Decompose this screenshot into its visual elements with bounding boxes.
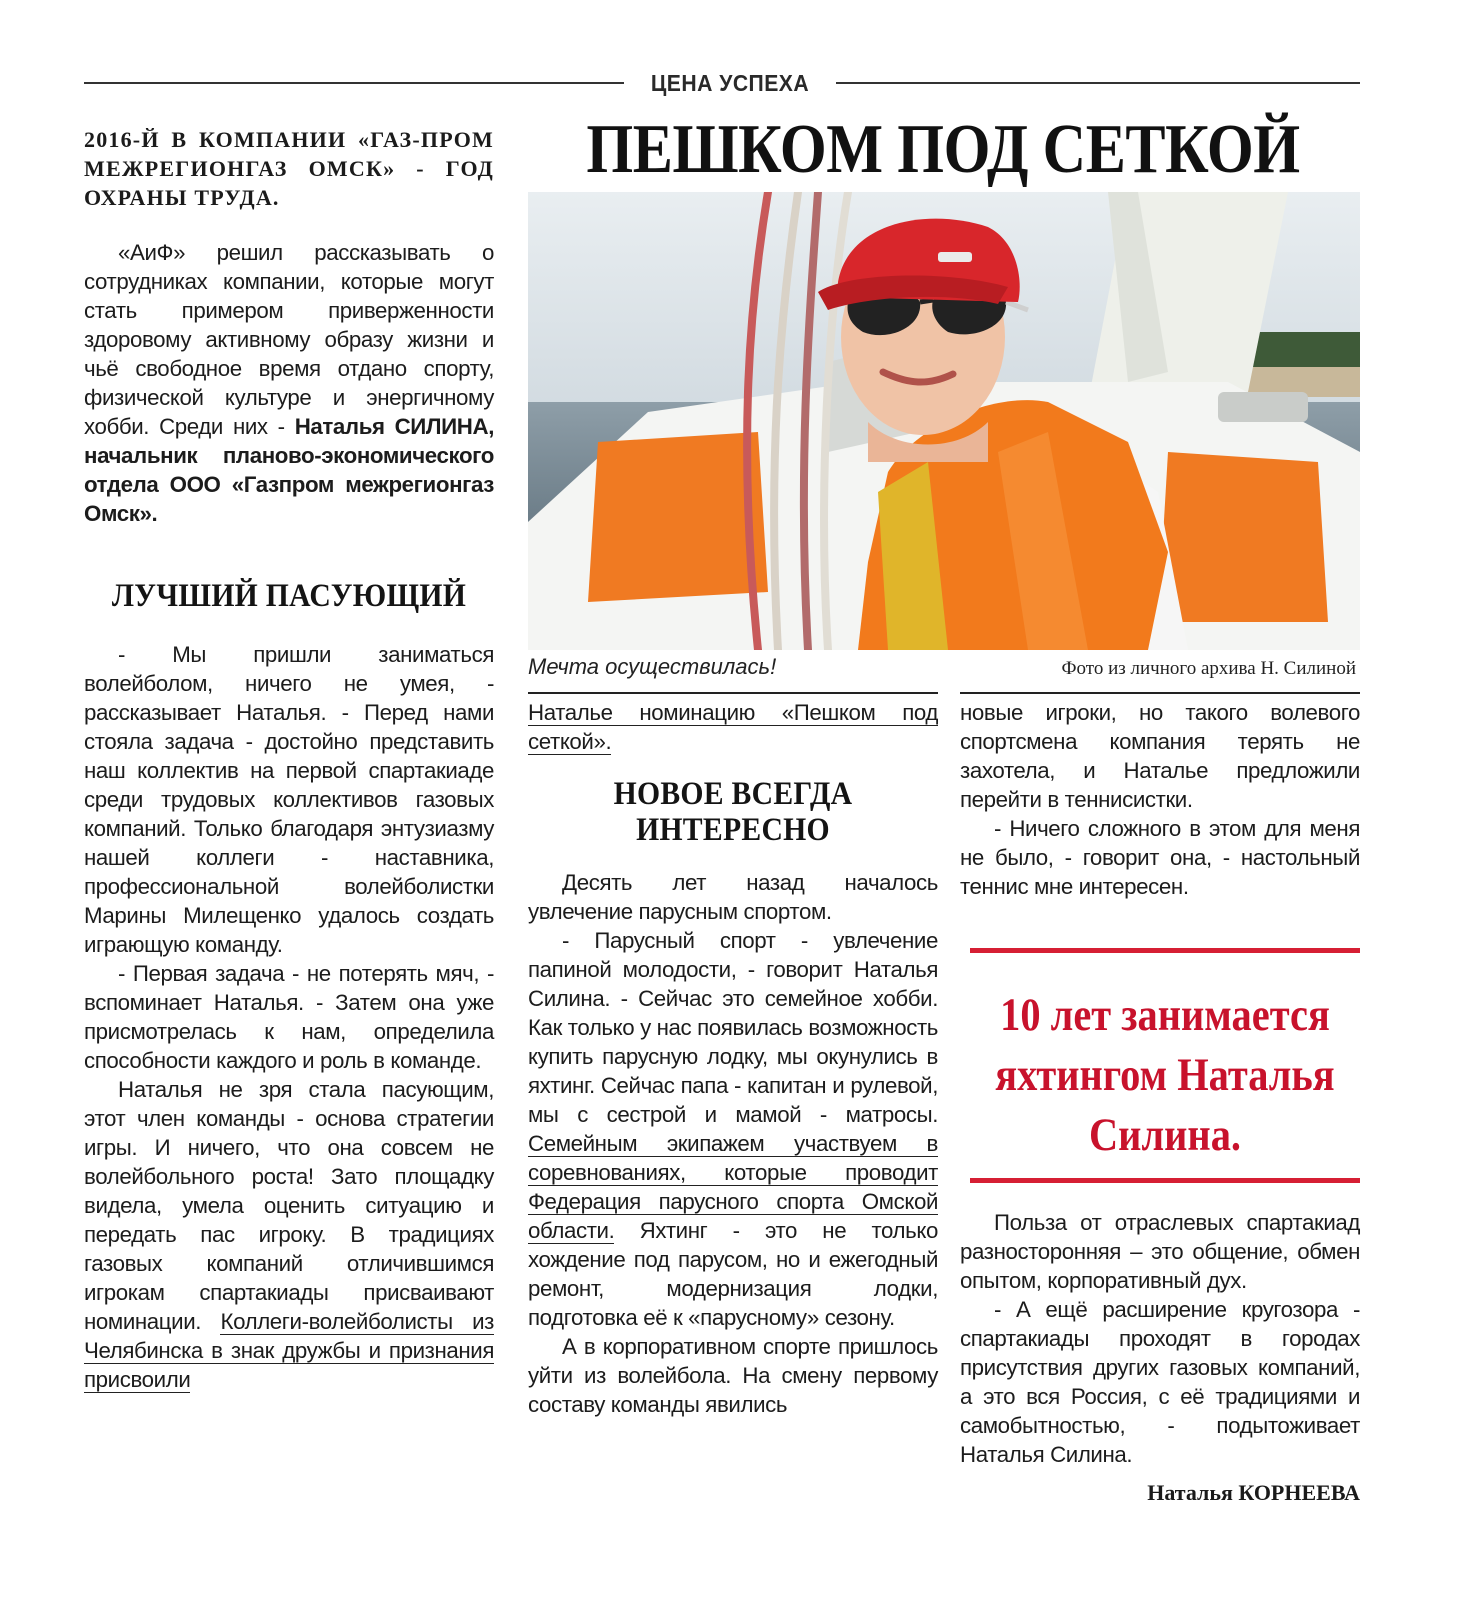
intro-paragraph	[84, 238, 494, 528]
section1-title: ЛУЧШИЙ ПАСУЮЩИЙ	[111, 578, 467, 614]
intro-text: «АиФ» решил рассказывать о сотрудниках компании, которые могут стать примером приверженности здоровому активному образу жизни и чьё свободное время отдано спорту, физической культуре и энергичному хобби. Среди них -	[84, 240, 494, 439]
col3-p3: Польза от отраслевых спартакиад разносторонняя – это общение, обмен опытом, корпоративный дух.	[960, 1210, 1360, 1293]
pull-quote: 10 лет занимается яхтингом Наталья Силина.	[995, 989, 1335, 1161]
section2-p1: Десять лет назад началось увлечение парусным спортом.	[528, 870, 938, 924]
col3-p4: - А ещё расширение кругозора - спартакиады проходят в городах присутствия других газовых компаний, а это вся Россия, с её традициями и самобытностью, - подытоживает Наталья Силина.	[960, 1297, 1360, 1467]
section2-p2: - Парусный спорт - увлечение папиной молодости, - говорит Наталья Силина. - Сейчас это семейное хобби. Как только у нас появилась возможность купить парусную лодку, мы окунулись в яхтинг. Сейчас папа - капитан и рулевой, мы с сестрой и мамой - матросы.	[528, 928, 938, 1127]
rubric: ЦЕНА УСПЕХА	[650, 70, 810, 96]
col2-start-text: Наталье номинацию «Пешком под сеткой».	[528, 700, 938, 754]
photo-caption: Мечта осуществилась!	[528, 654, 777, 679]
headline: ПЕШКОМ ПОД СЕТКОЙ	[586, 111, 1300, 188]
section2-p3: А в корпоративном спорте пришлось уйти из волейбола. На смену первому составу команды явились	[528, 1334, 938, 1417]
photo-illustration	[528, 192, 1360, 650]
col3-p2: - Ничего сложного в этом для меня не было, - говорит она, - настольный теннис мне интересен.	[960, 816, 1360, 899]
author-byline: Наталья КОРНЕЕВА	[1147, 1480, 1360, 1505]
col2-start	[528, 698, 938, 756]
section2-p2-underlined: Семейным экипажем участвуем в соревнованиях, которые проводит Федерация парусного спорта Омской области.	[528, 1131, 938, 1243]
rubric-rule-left	[84, 82, 624, 84]
intro-bold: Наталья СИЛИНА, начальник планово-экономического отдела ООО «Газпром межрегионгаз Омск».	[84, 414, 494, 526]
photo	[528, 192, 1360, 650]
photo-credit: Фото из личного архива Н. Силиной	[1061, 658, 1356, 679]
rubric-rule-right	[836, 82, 1360, 84]
section2-body	[528, 868, 938, 1419]
quote-rule-bottom	[970, 1178, 1360, 1183]
quote-rule-top	[970, 948, 1360, 953]
lead: 2016-Й В КОМПАНИИ «ГАЗ-ПРОМ МЕЖРЕГИОНГАЗ ОМСК» - ГОД ОХРАНЫ ТРУДА.	[84, 127, 494, 210]
section1-body	[84, 640, 494, 1394]
col3-top-rule	[960, 692, 1360, 694]
section1-p3-underlined: Коллеги-волейболисты из Челябинска в знак дружбы и признания присвоили	[84, 1309, 494, 1392]
section2-p2-end: Яхтинг - это не только хождение под парусом, но и ежегодный ремонт, модернизация лодки, подготовка её к «парусному» сезону.	[528, 1218, 938, 1330]
col3-top	[960, 698, 1360, 901]
col2-top-rule	[528, 692, 938, 694]
col3-bottom	[960, 1208, 1360, 1469]
section1-p3: Наталья не зря стала пасующим, этот член команды - основа стратегии игры. И ничего, что она совсем не волейбольного роста! Зато площадку видела, умела оценить ситуацию и передать пас игроку. В традициях газовых компаний отличившимся игрокам спартакиады присваивают номинации.	[84, 1077, 494, 1334]
section1-p2: - Первая задача - не потерять мяч, - вспоминает Наталья. - Затем она уже присмотрелась к нам, определила способности каждого и роль в команде.	[84, 961, 494, 1073]
col3-p1: новые игроки, но такого волевого спортсмена компания терять не захотела, и Наталье предложили перейти в теннисистки.	[960, 700, 1360, 812]
section1-p1: - Мы пришли заниматься волейболом, ничего не умея, - рассказывает Наталья. - Перед нами стояла задача - достойно представить наш коллектив на первой спартакиаде среди трудовых коллективов газовых компаний. Только благодаря энтузиазму нашей коллеги - наставника, профессиональной волейболистки Марины Милещенко удалось создать играющую команду.	[84, 642, 494, 957]
section2-title: НОВОЕ ВСЕГДА ИНТЕРЕСНО	[613, 776, 853, 848]
